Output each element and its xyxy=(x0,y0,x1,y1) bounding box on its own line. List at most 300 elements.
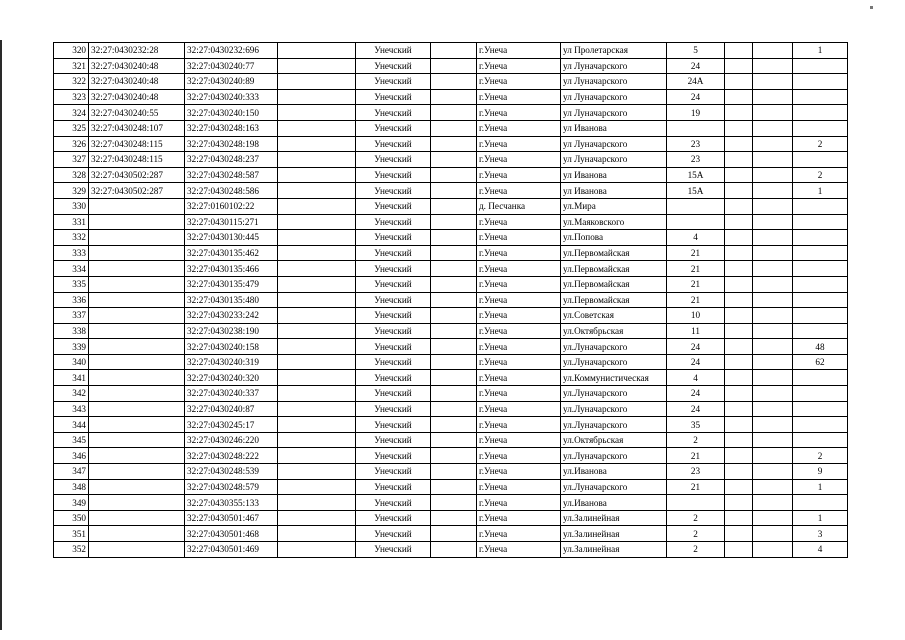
settlement: г.Унеча xyxy=(477,323,561,339)
settlement: г.Унеча xyxy=(477,292,561,308)
settlement: г.Унеча xyxy=(477,183,561,199)
row-number: 342 xyxy=(54,386,89,402)
table-row xyxy=(54,43,848,59)
cadastral-number: 32:27:0430248:237 xyxy=(185,152,278,168)
empty-cell xyxy=(753,136,793,152)
apartment-number xyxy=(793,292,848,308)
row-number: 343 xyxy=(54,401,89,417)
settlement: г.Унеча xyxy=(477,167,561,183)
table-row xyxy=(54,495,848,511)
house-number: 4 xyxy=(667,230,725,246)
empty-cell xyxy=(753,292,793,308)
empty-cell xyxy=(753,230,793,246)
empty-cell xyxy=(278,370,356,386)
settlement: г.Унеча xyxy=(477,432,561,448)
empty-cell xyxy=(753,417,793,433)
empty-cell xyxy=(725,167,753,183)
empty-cell xyxy=(278,245,356,261)
settlement: г.Унеча xyxy=(477,261,561,277)
empty-cell xyxy=(431,74,477,90)
apartment-number xyxy=(793,89,848,105)
empty-cell xyxy=(725,354,753,370)
empty-cell xyxy=(431,495,477,511)
row-number: 324 xyxy=(54,105,89,121)
empty-cell xyxy=(431,89,477,105)
cadastral-number: 32:27:0430115:271 xyxy=(185,214,278,230)
apartment-number: 2 xyxy=(793,136,848,152)
empty-cell xyxy=(725,198,753,214)
district: Унечский xyxy=(356,370,431,386)
empty-cell xyxy=(725,386,753,402)
parent-cadastral-number xyxy=(89,339,185,355)
settlement: г.Унеча xyxy=(477,417,561,433)
apartment-number xyxy=(793,276,848,292)
cadastral-number: 32:27:0430240:158 xyxy=(185,339,278,355)
apartment-number xyxy=(793,214,848,230)
empty-cell xyxy=(725,245,753,261)
table-row xyxy=(54,542,848,558)
row-number: 322 xyxy=(54,74,89,90)
apartment-number xyxy=(793,370,848,386)
apartment-number xyxy=(793,417,848,433)
empty-cell xyxy=(725,120,753,136)
house-number: 21 xyxy=(667,448,725,464)
empty-cell xyxy=(278,167,356,183)
empty-cell xyxy=(278,120,356,136)
parent-cadastral-number xyxy=(89,308,185,324)
empty-cell xyxy=(431,152,477,168)
table-row xyxy=(54,526,848,542)
empty-cell xyxy=(278,74,356,90)
parent-cadastral-number: 32:27:0430232:28 xyxy=(89,43,185,59)
empty-cell xyxy=(753,464,793,480)
house-number: 21 xyxy=(667,479,725,495)
empty-cell xyxy=(431,183,477,199)
cadastral-number: 32:27:0430240:150 xyxy=(185,105,278,121)
house-number xyxy=(667,214,725,230)
empty-cell xyxy=(753,167,793,183)
parent-cadastral-number xyxy=(89,401,185,417)
empty-cell xyxy=(278,136,356,152)
row-number: 340 xyxy=(54,354,89,370)
row-number: 326 xyxy=(54,136,89,152)
district: Унечский xyxy=(356,323,431,339)
empty-cell xyxy=(278,198,356,214)
table-row xyxy=(54,230,848,246)
table-row xyxy=(54,120,848,136)
apartment-number: 1 xyxy=(793,510,848,526)
table-row xyxy=(54,479,848,495)
cadastral-number: 32:27:0430245:17 xyxy=(185,417,278,433)
row-number: 339 xyxy=(54,339,89,355)
settlement: г.Унеча xyxy=(477,542,561,558)
street: ул.Луначарского xyxy=(561,479,667,495)
settlement: г.Унеча xyxy=(477,370,561,386)
apartment-number: 2 xyxy=(793,167,848,183)
table-row xyxy=(54,323,848,339)
settlement: г.Унеча xyxy=(477,510,561,526)
district: Унечский xyxy=(356,417,431,433)
empty-cell xyxy=(278,261,356,277)
settlement: г.Унеча xyxy=(477,276,561,292)
house-number: 24 xyxy=(667,339,725,355)
house-number: 4 xyxy=(667,370,725,386)
table-row xyxy=(54,370,848,386)
cadastral-number: 32:27:0430355:133 xyxy=(185,495,278,511)
district: Унечский xyxy=(356,214,431,230)
cadastral-number: 32:27:0430240:87 xyxy=(185,401,278,417)
table-row xyxy=(54,386,848,402)
apartment-number: 48 xyxy=(793,339,848,355)
empty-cell xyxy=(753,542,793,558)
house-number: 2 xyxy=(667,526,725,542)
empty-cell xyxy=(278,308,356,324)
table-row xyxy=(54,261,848,277)
street: ул.Октябрьская xyxy=(561,323,667,339)
parent-cadastral-number: 32:27:0430502:287 xyxy=(89,183,185,199)
house-number: 21 xyxy=(667,245,725,261)
house-number: 24 xyxy=(667,401,725,417)
empty-cell xyxy=(725,308,753,324)
empty-cell xyxy=(753,89,793,105)
empty-cell xyxy=(725,339,753,355)
parent-cadastral-number: 32:27:0430248:107 xyxy=(89,120,185,136)
district: Унечский xyxy=(356,292,431,308)
street: ул.Залинейная xyxy=(561,510,667,526)
house-number xyxy=(667,495,725,511)
apartment-number xyxy=(793,245,848,261)
table-row xyxy=(54,214,848,230)
empty-cell xyxy=(431,120,477,136)
parent-cadastral-number xyxy=(89,526,185,542)
settlement: г.Унеча xyxy=(477,495,561,511)
cadastral-number: 32:27:0430135:479 xyxy=(185,276,278,292)
district: Унечский xyxy=(356,74,431,90)
apartment-number: 62 xyxy=(793,354,848,370)
empty-cell xyxy=(753,401,793,417)
empty-cell xyxy=(278,292,356,308)
cadastral-number: 32:27:0430135:480 xyxy=(185,292,278,308)
cadastral-number: 32:27:0430240:319 xyxy=(185,354,278,370)
empty-cell xyxy=(431,276,477,292)
scan-left-edge xyxy=(0,40,2,630)
table-row xyxy=(54,292,848,308)
street: ул Луначарского xyxy=(561,74,667,90)
cadastral-number: 32:27:0430240:77 xyxy=(185,58,278,74)
house-number: 19 xyxy=(667,105,725,121)
parent-cadastral-number xyxy=(89,542,185,558)
street: ул Луначарского xyxy=(561,58,667,74)
cadastral-number: 32:27:0430238:190 xyxy=(185,323,278,339)
street: ул.Иванова xyxy=(561,495,667,511)
street: ул.Иванова xyxy=(561,464,667,480)
cadastral-number: 32:27:0430232:696 xyxy=(185,43,278,59)
apartment-number xyxy=(793,308,848,324)
empty-cell xyxy=(753,308,793,324)
street: ул Пролетарская xyxy=(561,43,667,59)
empty-cell xyxy=(753,120,793,136)
house-number: 24А xyxy=(667,74,725,90)
row-number: 327 xyxy=(54,152,89,168)
empty-cell xyxy=(431,479,477,495)
empty-cell xyxy=(278,417,356,433)
parent-cadastral-number xyxy=(89,276,185,292)
street: ул Иванова xyxy=(561,167,667,183)
settlement: г.Унеча xyxy=(477,526,561,542)
table-row xyxy=(54,354,848,370)
parent-cadastral-number: 32:27:0430240:48 xyxy=(89,89,185,105)
row-number: 335 xyxy=(54,276,89,292)
house-number: 15А xyxy=(667,167,725,183)
house-number: 21 xyxy=(667,292,725,308)
district: Унечский xyxy=(356,152,431,168)
row-number: 350 xyxy=(54,510,89,526)
empty-cell xyxy=(725,74,753,90)
row-number: 325 xyxy=(54,120,89,136)
parent-cadastral-number: 32:27:0430240:48 xyxy=(89,58,185,74)
house-number: 5 xyxy=(667,43,725,59)
empty-cell xyxy=(278,354,356,370)
empty-cell xyxy=(725,542,753,558)
house-number: 10 xyxy=(667,308,725,324)
empty-cell xyxy=(278,448,356,464)
settlement: г.Унеча xyxy=(477,43,561,59)
empty-cell xyxy=(753,510,793,526)
street: ул.Мира xyxy=(561,198,667,214)
house-number: 35 xyxy=(667,417,725,433)
empty-cell xyxy=(431,43,477,59)
empty-cell xyxy=(431,354,477,370)
settlement: г.Унеча xyxy=(477,479,561,495)
empty-cell xyxy=(431,417,477,433)
parent-cadastral-number xyxy=(89,245,185,261)
row-number: 351 xyxy=(54,526,89,542)
cadastral-number: 32:27:0430135:466 xyxy=(185,261,278,277)
district: Унечский xyxy=(356,167,431,183)
settlement: г.Унеча xyxy=(477,152,561,168)
empty-cell xyxy=(431,448,477,464)
empty-cell xyxy=(278,89,356,105)
house-number: 23 xyxy=(667,464,725,480)
cadastral-number: 32:27:0160102:22 xyxy=(185,198,278,214)
settlement: г.Унеча xyxy=(477,74,561,90)
row-number: 341 xyxy=(54,370,89,386)
empty-cell xyxy=(278,432,356,448)
row-number: 331 xyxy=(54,214,89,230)
empty-cell xyxy=(753,370,793,386)
table-row xyxy=(54,183,848,199)
house-number: 24 xyxy=(667,386,725,402)
house-number: 2 xyxy=(667,432,725,448)
empty-cell xyxy=(431,261,477,277)
parent-cadastral-number xyxy=(89,417,185,433)
empty-cell xyxy=(753,276,793,292)
apartment-number: 1 xyxy=(793,183,848,199)
empty-cell xyxy=(725,495,753,511)
empty-cell xyxy=(725,323,753,339)
apartment-number xyxy=(793,386,848,402)
street: ул.Первомайская xyxy=(561,245,667,261)
district: Унечский xyxy=(356,308,431,324)
empty-cell xyxy=(278,183,356,199)
row-number: 330 xyxy=(54,198,89,214)
cadastral-number: 32:27:0430248:587 xyxy=(185,167,278,183)
empty-cell xyxy=(431,401,477,417)
street: ул.Залинейная xyxy=(561,526,667,542)
street: ул.Луначарского xyxy=(561,386,667,402)
empty-cell xyxy=(278,526,356,542)
empty-cell xyxy=(278,401,356,417)
empty-cell xyxy=(278,230,356,246)
parent-cadastral-number: 32:27:0430502:287 xyxy=(89,167,185,183)
table-row xyxy=(54,448,848,464)
settlement: г.Унеча xyxy=(477,354,561,370)
empty-cell xyxy=(753,74,793,90)
street: ул.Октябрьская xyxy=(561,432,667,448)
empty-cell xyxy=(278,464,356,480)
empty-cell xyxy=(725,152,753,168)
empty-cell xyxy=(753,58,793,74)
row-number: 332 xyxy=(54,230,89,246)
row-number: 344 xyxy=(54,417,89,433)
street: ул.Луначарского xyxy=(561,417,667,433)
district: Унечский xyxy=(356,386,431,402)
cadastral-number: 32:27:0430240:89 xyxy=(185,74,278,90)
street: ул.Залинейная xyxy=(561,542,667,558)
empty-cell xyxy=(725,261,753,277)
empty-cell xyxy=(278,386,356,402)
cadastral-number: 32:27:0430501:468 xyxy=(185,526,278,542)
empty-cell xyxy=(725,448,753,464)
table-row xyxy=(54,464,848,480)
district: Унечский xyxy=(356,542,431,558)
empty-cell xyxy=(278,323,356,339)
table-row xyxy=(54,245,848,261)
row-number: 337 xyxy=(54,308,89,324)
district: Унечский xyxy=(356,479,431,495)
district: Унечский xyxy=(356,526,431,542)
empty-cell xyxy=(725,401,753,417)
row-number: 321 xyxy=(54,58,89,74)
table-row xyxy=(54,198,848,214)
empty-cell xyxy=(753,152,793,168)
district: Унечский xyxy=(356,495,431,511)
street: ул.Луначарского xyxy=(561,339,667,355)
street: ул Луначарского xyxy=(561,89,667,105)
settlement: г.Унеча xyxy=(477,214,561,230)
cadastral-number: 32:27:0430248:163 xyxy=(185,120,278,136)
settlement: г.Унеча xyxy=(477,339,561,355)
empty-cell xyxy=(431,58,477,74)
empty-cell xyxy=(278,105,356,121)
district: Унечский xyxy=(356,401,431,417)
house-number: 21 xyxy=(667,261,725,277)
house-number xyxy=(667,120,725,136)
row-number: 347 xyxy=(54,464,89,480)
settlement: г.Унеча xyxy=(477,401,561,417)
empty-cell xyxy=(753,386,793,402)
parent-cadastral-number xyxy=(89,448,185,464)
district: Унечский xyxy=(356,120,431,136)
district: Унечский xyxy=(356,245,431,261)
empty-cell xyxy=(431,308,477,324)
street: ул Луначарского xyxy=(561,136,667,152)
settlement: г.Унеча xyxy=(477,105,561,121)
district: Унечский xyxy=(356,183,431,199)
empty-cell xyxy=(725,183,753,199)
empty-cell xyxy=(725,43,753,59)
row-number: 320 xyxy=(54,43,89,59)
parent-cadastral-number xyxy=(89,370,185,386)
parent-cadastral-number: 32:27:0430248:115 xyxy=(89,152,185,168)
empty-cell xyxy=(725,230,753,246)
empty-cell xyxy=(753,261,793,277)
house-number: 2 xyxy=(667,542,725,558)
empty-cell xyxy=(431,214,477,230)
apartment-number xyxy=(793,230,848,246)
row-number: 352 xyxy=(54,542,89,558)
empty-cell xyxy=(725,276,753,292)
district: Унечский xyxy=(356,448,431,464)
empty-cell xyxy=(431,432,477,448)
parent-cadastral-number xyxy=(89,323,185,339)
empty-cell xyxy=(431,510,477,526)
empty-cell xyxy=(753,43,793,59)
empty-cell xyxy=(278,43,356,59)
district: Унечский xyxy=(356,105,431,121)
empty-cell xyxy=(725,136,753,152)
street: ул.Попова xyxy=(561,230,667,246)
empty-cell xyxy=(431,292,477,308)
district: Унечский xyxy=(356,89,431,105)
apartment-number xyxy=(793,261,848,277)
settlement: д. Песчанка xyxy=(477,198,561,214)
house-number: 24 xyxy=(667,89,725,105)
district: Унечский xyxy=(356,261,431,277)
empty-cell xyxy=(278,542,356,558)
empty-cell xyxy=(753,214,793,230)
empty-cell xyxy=(278,276,356,292)
row-number: 334 xyxy=(54,261,89,277)
empty-cell xyxy=(431,167,477,183)
empty-cell xyxy=(431,105,477,121)
parent-cadastral-number xyxy=(89,292,185,308)
settlement: г.Унеча xyxy=(477,89,561,105)
row-number: 323 xyxy=(54,89,89,105)
apartment-number xyxy=(793,198,848,214)
empty-cell xyxy=(725,464,753,480)
parent-cadastral-number xyxy=(89,464,185,480)
apartment-number xyxy=(793,120,848,136)
district: Унечский xyxy=(356,464,431,480)
apartment-number xyxy=(793,495,848,511)
row-number: 338 xyxy=(54,323,89,339)
table-row xyxy=(54,308,848,324)
settlement: г.Унеча xyxy=(477,245,561,261)
district: Унечский xyxy=(356,339,431,355)
settlement: г.Унеча xyxy=(477,120,561,136)
street: ул Луначарского xyxy=(561,152,667,168)
row-number: 328 xyxy=(54,167,89,183)
cadastral-number: 32:27:0430130:445 xyxy=(185,230,278,246)
parent-cadastral-number xyxy=(89,479,185,495)
apartment-number: 3 xyxy=(793,526,848,542)
house-number: 15А xyxy=(667,183,725,199)
empty-cell xyxy=(725,214,753,230)
apartment-number: 4 xyxy=(793,542,848,558)
empty-cell xyxy=(278,214,356,230)
row-number: 349 xyxy=(54,495,89,511)
